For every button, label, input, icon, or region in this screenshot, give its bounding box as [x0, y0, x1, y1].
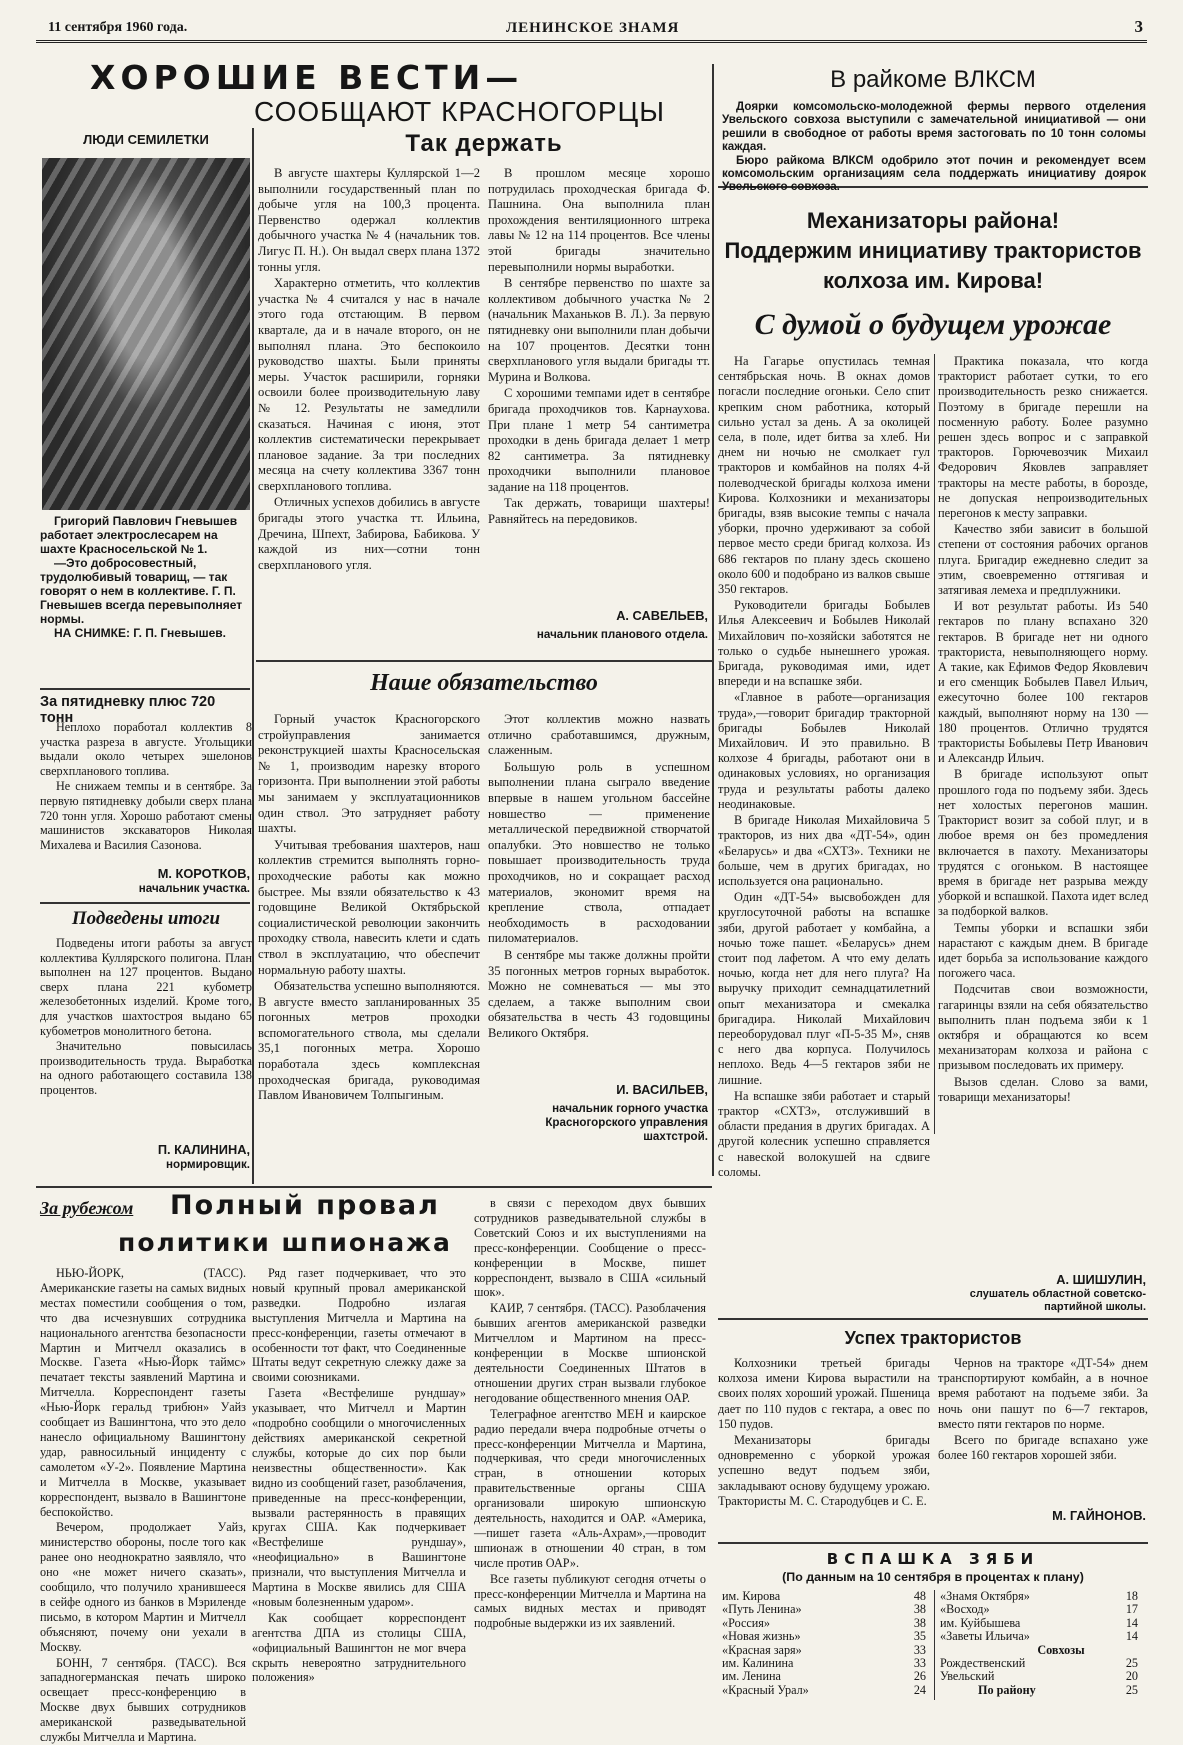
table-title: ВСПАШКА ЗЯБИ: [826, 1550, 1040, 1568]
banner-subtitle: СООБЩАЮТ КРАСНОГОРЦЫ: [254, 96, 666, 127]
paragraph: В сентябре первенство по шахте за коллективом добычного участка № 2 (начальник Маханьков В. Л.). За первую пятидневку они выполнили план добычи на 107 процентов. Десятки тонн сверхпланового угля выдали бригады тт. Мурина и Волкова.: [488, 276, 710, 384]
progress-table-right: [938, 1590, 1146, 1702]
article-body: [722, 100, 1146, 194]
table-row: [720, 1603, 934, 1616]
percent-value: 33: [913, 1656, 926, 1671]
article-column: [258, 712, 480, 1178]
author-signature: П. КАЛИНИНА,: [157, 1142, 250, 1157]
paragraph: Неплохо поработал коллектив 8 участка разреза в августе. Угольщики выдали около четырех эшелонов сверхпланового топлива.: [40, 720, 252, 778]
paragraph: Отличных успехов добились в августе бригады этого участка тт. Ильина, Дречина, Шпехт, Забирова, Бабикова. У каждой из них—сотни тонн сверхпланового угля.: [258, 495, 480, 572]
article-column: [40, 1266, 246, 1745]
newspaper-name: ЛЕНИНСКОЕ ЗНАМЯ: [506, 20, 680, 36]
article-column: [488, 712, 710, 1076]
table-row: [720, 1670, 934, 1683]
farm-name: Совхозы: [1037, 1642, 1085, 1657]
article-title: Полный провал: [170, 1190, 440, 1221]
article-column: [938, 354, 1148, 1272]
article-body: [40, 720, 252, 862]
column-rule: [712, 64, 714, 1176]
article-column: [938, 1356, 1148, 1502]
author-title: начальник участка.: [138, 882, 250, 895]
appeal-line: Механизаторы района!: [806, 208, 1060, 233]
farm-name: «Путь Ленина»: [722, 1602, 802, 1617]
column-rule: [934, 1590, 935, 1700]
paragraph: Практика показала, что когда тракторист работает сутки, то его производительность резко снижается. Поэтому в бригаде перешли на посменную работу. Более разумно решен здесь вопрос и с заправкой тракторов. Горючевозчик Михаил Федорович Яковлев заправляет тракторы на месте работы, в борозде, не допуская непроизводительных перегонов к месту заправки.: [938, 354, 1148, 521]
article-title: Так держать: [405, 130, 563, 157]
portrait-photo: [42, 158, 250, 510]
paragraph: Темпы уборки и вспашки зяби нарастают с каждым днем. В бригаде идет борьба за использование каждого погожего часа.: [938, 920, 1148, 981]
farm-name: Рождественский: [940, 1656, 1026, 1671]
caption-text: Григорий Павлович Гневышев работает электрослесарем на шахте Красносельской № 1.: [40, 514, 238, 556]
section-rule: [40, 688, 250, 690]
column-rule: [934, 354, 935, 1134]
paragraph: Газета «Вестфелише рундшау» указывает, что Митчелл и Мартин «подробно сообщили о многочисленных действиях американской секретной службы, которые до сих пор были неизвестны общественности». Как видно из сообщений газет, разоблачения, приведенные на пресс-конференции, вызвали растерянность в правящих кругах США. Как подчеркивает «Вестфелише рундшау», «неофициально» в Вашингтоне признали, что выступления Митчелла и Мартина в Москве явились для США «новым болезненным ударом».: [252, 1386, 466, 1609]
article-column: [474, 1196, 706, 1722]
table-row: [720, 1590, 934, 1603]
table-row: [938, 1630, 1146, 1643]
page-number: 3: [1134, 17, 1143, 36]
farm-name: им. Ленина: [722, 1669, 781, 1684]
section-rule: [40, 902, 250, 904]
farm-name: «Красный Урал»: [722, 1682, 809, 1697]
paragraph: На Гагарье опустилась темная сентябрьская ночь. В окнах домов погасли последние огоньки. Село спит крепким сном работника, который сильно устал за день. А за околицей села, в поле, идет битва за хлеб. Ни днем ни ночью не смолкает гул тракторов и комбайнов на полях 4-й полеводческой бригады колхоза имени Кирова. Колхозники и механизаторы бригады, взяв высокие темпы с начала уборки, прочно удерживают за собой первое место среди бригад колхоза. Из 686 гектаров по плану здесь скошено около 600 и подобрано из валков свыше 350 гектаров.: [718, 354, 930, 597]
farm-name: им. Калинина: [722, 1656, 794, 1671]
paragraph: БОНН, 7 сентября. (ТАСС). Вся западногерманская печать широко освещает пресс-конференцию в Москве двух бывших сотрудников американской разведывательной службы Митчелла и Мартина.: [40, 1655, 246, 1745]
table-row: [938, 1644, 1146, 1657]
percent-value: 14: [1125, 1615, 1138, 1630]
paragraph: На вспашке зяби работает и старый трактор «СХТЗ», отслуживший в области предания в других бригадах. А другой колесник успешно справляется с навеской волокушей на сдвиге соломы.: [718, 1088, 930, 1179]
column-rule: [252, 128, 254, 1184]
paragraph: В сентябре мы также должны пройти 35 погонных метров горных выработок. Можно не сомневаться — мы это сделаем, а также выполним свои обязательства в честь 43 годовщины Великого Октября.: [488, 947, 710, 1040]
percent-value: 24: [913, 1682, 926, 1697]
table-row: [938, 1617, 1146, 1630]
farm-name: «Новая жизнь»: [722, 1629, 801, 1644]
paragraph: Ряд газет подчеркивает, что это новый крупный провал американской разведки. Подробно излагая выступления Митчелла и Мартина на пресс-конференции, газеты отмечают в особенности тот факт, что Соединенные Штаты ведут секретную слежку даже за своими союзниками.: [252, 1266, 466, 1385]
section-rule: [256, 660, 712, 662]
paragraph: Так держать, товарищи шахтеры! Равняйтесь на передовиков.: [488, 496, 710, 527]
article-title: С думой о будущем урожае: [754, 308, 1112, 341]
percent-value: 18: [1125, 1589, 1138, 1603]
percent-value: 20: [1125, 1669, 1138, 1684]
paragraph: Чернов на тракторе «ДТ-54» днем транспортируют комбайн, а в ночное время работают на подъеме зяби. За ночь они пашут по 6—7 гектаров, вместо пяти гектаров по норме.: [938, 1356, 1148, 1431]
article-column: [252, 1266, 466, 1722]
percent-value: 14: [1125, 1629, 1138, 1644]
article-title: Успех трактористов: [844, 1328, 1022, 1348]
paragraph: И вот результат работы. Из 540 гектаров по плану вспахано 320 гектаров. В бригаде нет ни одного тракториста, невыполняющего норму. А такие, как Ефимов Федор Яковлевич и его сменщик Бобылев Павел Ильич, ежесуточно более 100 гектаров каждый, выполняют норму на 130 — 180 процентов. Отлично трудятся трактористы Бобылевы Петр Иванович и Александр Ильич.: [938, 599, 1148, 766]
section-rule: [718, 1318, 1148, 1320]
percent-value: 38: [913, 1615, 926, 1630]
paragraph: Как сообщает корреспондент агентства ДПА из столицы США, «официальный Вашингтон не мог вчера скрыть невероятно затруднительного положения»: [252, 1610, 466, 1685]
author-signature: А. ШИШУЛИН,: [1056, 1272, 1146, 1287]
article-body: [40, 936, 252, 1134]
paragraph: Бюро райкома ВЛКСМ одобрило этот почин и рекомендует всем комсомольским организациям села поддержать инициативу доярок Увельского совхоза.: [722, 153, 1146, 194]
appeal-heading: [718, 206, 1148, 300]
article-title: Подведены итоги: [71, 908, 221, 929]
table-row: [720, 1644, 934, 1657]
paragraph: Вечером, продолжает Уайз, министерство обороны, после того как ранее оно неоднократно заявляло, что оно «не может ничего сказать», сообщило, что получило хранившееся в сейфе одного из банков в Мэриленде письмо, в котором Мартин и Митчелл объясняют, почему они уехали в Москву.: [40, 1520, 246, 1654]
author-signature: М. КОРОТКОВ,: [157, 866, 250, 881]
percent-value: 17: [1125, 1602, 1138, 1617]
paragraph: В прошлом месяце хорошо потрудилась проходческая бригада Ф. Пашнина. Она выполнила план прохождения вентиляционного штрека лавы № 12 на 114 процентов. Все члены этой бригады значительно перевыполнили нормы выработки.: [488, 166, 710, 274]
table-row: [938, 1603, 1146, 1616]
article-title: В райкоме ВЛКСМ: [830, 66, 1036, 93]
table-subtitle: (По данным на 10 сентября в процентах к плану): [782, 1570, 1084, 1584]
caption-quote: —Это добросовестный, трудолюбивый товарищ, — так говорят о нем в коллективе. Г. П. Гневышев всегда перевыполняет нормы.: [40, 556, 243, 626]
farm-name: «Заветы Ильича»: [940, 1629, 1030, 1644]
author-title: нормировщик.: [166, 1158, 250, 1171]
percent-value: 33: [913, 1642, 926, 1657]
paragraph: КАИР, 7 сентября. (ТАСС). Разоблачения бывших агентов американской разведки Митчеллом и Мартином на пресс-конференции в Москве шпионской деятельности Соединенных Штатов в отношении других стран вызвали глубокое негодование общественного мнения ОАР.: [474, 1301, 706, 1405]
progress-table-left: [720, 1590, 934, 1702]
paragraph: Подведены итоги работы за август коллектива Куллярского полигона. План выполнен на 127 процентов. Выдано сверх плана 221 кубометр железобетонных изделий. Кроме того, для участков шахтостроя выдано 65 кубометров монолитного бетона.: [40, 936, 252, 1038]
paragraph: В бригаде Николая Михайловича 5 тракторов, из них два «ДТ-54», один «Беларусь» и два «СХТЗ». Техники не больше, чем в других бригадах, но используется она рационально.: [718, 813, 930, 888]
farm-name: Увельский: [940, 1669, 995, 1684]
farm-name: им. Куйбышева: [940, 1615, 1021, 1630]
author-title: начальник планового отдела.: [536, 628, 708, 641]
paragraph: Горный участок Красногорского стройуправления занимается реконструкцией шахты Красносельская № 1, производим нарезку второго горизонта. При выполнении этой работы мы занимаем у эксплуатационников один ствол. Это затрудняет работу шахты.: [258, 712, 480, 836]
paragraph: Все газеты публикуют сегодня отчеты о пресс-конференции Митчелла и Мартина на самых видных местах и приводят подробные выдержки из их заявлений.: [474, 1571, 706, 1631]
paragraph: Характерно отметить, что коллектив участка № 4 считался у нас в начале этого года отстающим. В первом квартале, да и в начале второго, он не выполнял плана. Это беспокоило руководство шахты. Были приняты меры. Участок расширили, горняки освоили более производительную лаву № 12. Результаты не замедлили сказаться. Начиная с июня, этот коллектив систематически перекрывает плановое задание. За три последних месяца на счету коллектива 3367 тонн сверхпланового топлива.: [258, 276, 480, 493]
appeal-line: колхоза им. Кирова!: [822, 268, 1044, 293]
appeal-line: Поддержим инициативу трактористов: [724, 238, 1142, 263]
banner-title: ХОРОШИЕ ВЕСТИ—: [90, 58, 524, 97]
farm-name: «Красная заря»: [722, 1642, 802, 1657]
percent-value: 48: [913, 1589, 926, 1603]
paragraph: Руководители бригады Бобылев Илья Алексеевич и Бобылев Николай Михайлович по-хозяйски заботятся не только о судьбе нынешнего урожая. Бригада, руководимая ими, идет впереди и на вспашке зяби.: [718, 598, 930, 689]
table-row: [938, 1684, 1146, 1697]
table-row: [720, 1684, 934, 1697]
author-title: слушатель областной советско-партийной школы.: [969, 1288, 1146, 1313]
paragraph: Значительно повысилась производительность труда. Выработка на одного работающего составила 138 процентов.: [40, 1039, 252, 1097]
article-column: [488, 166, 710, 598]
paragraph: НЬЮ-ЙОРК, (ТАСС). Американские газеты на самых видных местах поместили сообщения о том, что два исчезнувших сотрудника национального агентства безопасности Мартин и Митчелл оказались в Москве. Газета «Нью-Йорк таймс» печатает тексты заявлений Мартина и Митчелла. Корреспондент газеты «Нью-Йорк геральд трибюн» Уайз сообщает из Вашингтона, что это дело нанесло официальному Вашингтону удар, равносильный инциденту с самолетом «У-2». Появление Мартина и Митчелла в Москве, указывает корреспондент, вызвало в Вашингтоне беспокойство.: [40, 1266, 246, 1519]
paragraph: Механизаторы бригады одновременно с уборкой урожая успешно ведут подъем зяби, закладывают основу будущему урожаю. Трактористы М. С. Стародубцев и С. Е.: [718, 1433, 930, 1508]
author-title: начальник горного участка Красногорского управления шахтстрой.: [545, 1102, 708, 1143]
paragraph: Подсчитав свои возможности, гагаринцы взяли на себя обязательство выполнить план подъема зяби к 1 октября и обращаются ко всем механизаторам колхоза и района с призывом последовать их примеру.: [938, 982, 1148, 1073]
caption-photo-note: НА СНИМКЕ: Г. П. Гневышев.: [54, 626, 226, 640]
paragraph: Не снижаем темпы и в сентябре. За первую пятидневку добыли сверх плана 720 тонн угля. Хорошо работают смены машинистов экскаваторов Николая Михалева и Василия Сазонова.: [40, 779, 252, 852]
article-subtitle: политики шпионажа: [118, 1228, 452, 1257]
article-column: [718, 354, 930, 1316]
author-signature: И. ВАСИЛЬЕВ,: [616, 1082, 708, 1097]
farm-name: «Россия»: [722, 1615, 771, 1630]
paragraph: «Главное в работе—организация труда»,—говорит бригадир тракторной бригады Бобылев Николай Михайлович. И это правильно. В колхозе 4 бригады, работают они в одинаковых условиях, но организация труда и результаты работы далеко неодинаковые.: [718, 690, 930, 811]
paragraph: В августе шахтеры Куллярской 1—2 выполнили государственный план по добыче угля на 100,3 процента. Первенство одержал коллектив добычного участка № 4 (начальник тов. Лигус П. Н.). Он выдал сверх плана 1372 тонны угля.: [258, 166, 480, 274]
author-signature: А. САВЕЛЬЕВ,: [616, 608, 708, 623]
article-title: За пятидневку плюс 720 тонн: [40, 694, 216, 726]
paragraph: В бригаде используют опыт прошлого года по подъему зяби. Здесь нет холостых перегонов машин. Тракторист возит за собой плуг, и в любое время он без промедления включается в пахоту. Механизаторы трудятся с огоньком. В настоящее время в бригаде нет разрыва между уборкой и вспашкой. Пахота идет вслед за подборкой валков.: [938, 767, 1148, 919]
table-row: [720, 1617, 934, 1630]
percent-value: 25: [1125, 1682, 1138, 1697]
farm-name: «Знамя Октября»: [940, 1589, 1030, 1603]
paragraph: Большую роль в успешном выполнении плана сыграло введение впервые в нашем угольном бассейне новшество — применение металлической передвижной створчатой опалубки. Это новшество не только повышает производительность труда проходчиков, но и сокращает расход материалов, экономит время на крепление ствола, отпадает необходимость в расходовании пиломатериалов.: [488, 759, 710, 946]
paragraph: Учитывая требования шахтеров, наш коллектив стремится выполнять горно-проходческие работы как можно быстрее. Мы взяли обязательство к 43 годовщине Великой Октябрьской социалистической революции закончить проходку ствола, навесить клети и сдать ствол в эксплуатацию, что обеспечит нормальную работу шахты.: [258, 837, 480, 977]
farm-name: им. Кирова: [722, 1589, 781, 1603]
farm-name: По району: [978, 1682, 1036, 1697]
paragraph: Колхозники третьей бригады колхоза имени Кирова вырастили на своих полях хороший урожай. Пшеница дает по 110 пудов с гектара, а овес по 150 пудов.: [718, 1356, 930, 1431]
table-row: [938, 1590, 1146, 1603]
percent-value: 25: [1125, 1656, 1138, 1671]
section-rule: [718, 1542, 1148, 1544]
people-title: ЛЮДИ СЕМИЛЕТКИ: [83, 132, 209, 147]
photo-caption: [40, 514, 252, 682]
paragraph: Один «ДТ-54» высвобожден для круглосуточной работы на вспашке зяби, другой работает у комбайна, а ночью тоже пашет. «Беларусь» днем стоит под лафетом. А что ему делать ночью, когда нет для него плуга? На выручку приходит семнадцатилетний опыт механизатора и смекалка бригадира. Николай Михайлович переоборудовал плуг «П-5-35 М», сняв с него два корпуса. Получилось неплохо. Ведь 4—5 гектаров зяби не лишние.: [718, 890, 930, 1087]
table-row: [938, 1670, 1146, 1683]
paragraph: Обязательства успешно выполняются. В августе вместо запланированных 35 погонных метров проходки вспомогательного ствола, мы сделали 35,1 погонных метра. Хорошо поработала здесь комплексная проходческая бригада, руководимая Павлом Ивановичем Толпыгиным.: [258, 979, 480, 1103]
issue-date: 11 сентября 1960 года.: [48, 20, 188, 35]
paragraph: Доярки комсомольско-молодежной фермы первого отделения Увельского совхоза выступили с замечательной инициативой — они решили в свободное от работы время застоговать по 10 тонн соломы каждая.: [722, 100, 1146, 154]
percent-value: 38: [913, 1602, 926, 1617]
article-column: [258, 166, 480, 654]
table-row: [720, 1630, 934, 1643]
paragraph: в связи с переходом двух бывших сотрудников разведывательной службы в Советский Союз и их выступлениями на пресс-конференции. Сообщение о пресс-конференции в Москве, пишет корреспондент, вызвало в США «сильный шок».: [474, 1196, 706, 1300]
paragraph: Вызов сделан. Слово за вами, товарищи механизаторы!: [938, 1074, 1148, 1104]
table-row: [720, 1657, 934, 1670]
page-header: [36, 14, 1147, 43]
author-signature: М. ГАЙНОНОВ.: [1052, 1508, 1146, 1523]
article-column: [718, 1356, 930, 1524]
table-row: [938, 1657, 1146, 1670]
section-rule: [36, 1186, 712, 1188]
paragraph: Качество зяби зависит в большой степени от состояния рабочих органов плуга. Бригадир ежедневно следит за этим, своевременно оттягивая и затягивая лемеха и предплужники.: [938, 522, 1148, 598]
percent-value: 35: [913, 1629, 926, 1644]
paragraph: Телеграфное агентство МЕН и каирское радио передали вчера подробные отчеты о пресс-конференции Митчелла и Мартина, подчеркивая, что среди многочисленных стран, в отношении которых правительственные органы США организовали широкую шпионскую деятельность, находится и ОАР. «Америка,—пишет газета «Аль-Ахрам»,—проводит шпионаж в отношении 40 стран, в том числе против ОАР».: [474, 1406, 706, 1570]
article-title: Наше обязательство: [370, 670, 598, 696]
paragraph: Этот коллектив можно назвать отлично сработавшимся, дружным, слаженным.: [488, 712, 710, 758]
farm-name: «Восход»: [940, 1602, 990, 1617]
paragraph: С хорошими темпами идет в сентябре бригада проходчиков тов. Карнаухова. При плане 1 метр 54 сантиметра проходки в день бригада делает 1 метр 82 сантиметра. За пятидневку проходчики выполнили плановое задание на 118 процентов.: [488, 386, 710, 494]
paragraph: Всего по бригаде вспахано уже более 160 гектаров хорошей зяби.: [938, 1433, 1148, 1463]
percent-value: 26: [913, 1669, 926, 1684]
rubric-label: За рубежом: [40, 1198, 134, 1218]
